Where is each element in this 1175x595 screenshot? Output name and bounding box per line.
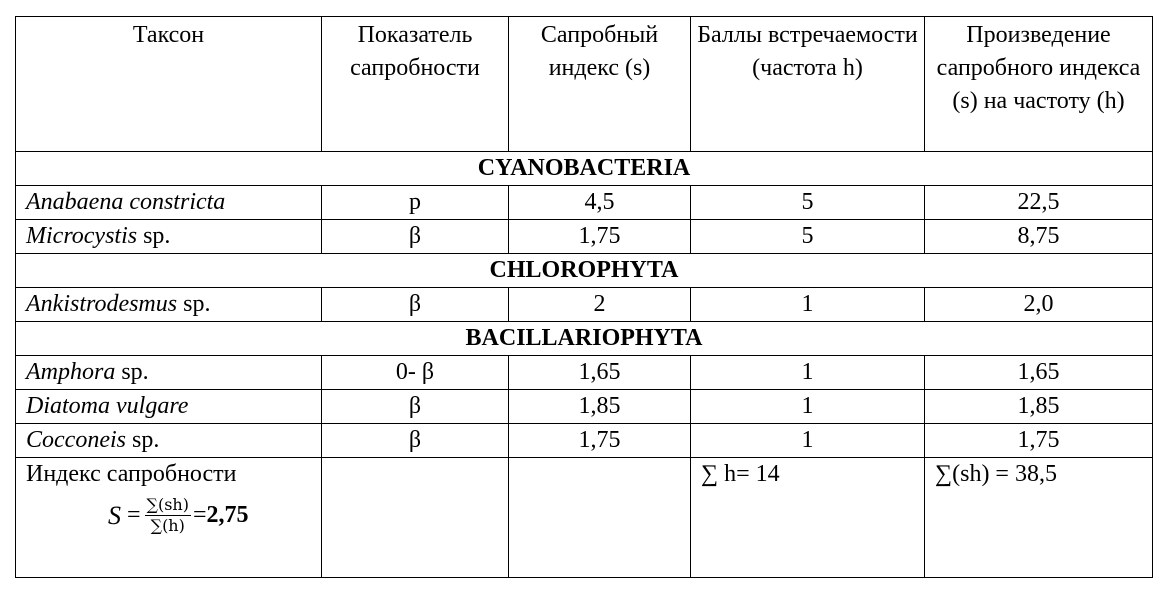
table-row: [16, 356, 1153, 390]
s-cell: 1,85: [509, 390, 691, 424]
h-cell: 1: [691, 390, 925, 424]
taxon-genus: Ankistrodesmus: [26, 291, 178, 317]
indicator-cell: 0- β: [322, 356, 509, 390]
indicator-cell: β: [322, 288, 509, 322]
group-row: [16, 152, 1153, 186]
s-cell: 1,75: [509, 424, 691, 458]
sum-sh-cell: ∑(sh) = 38,5: [925, 458, 1153, 578]
taxon-cell: [16, 390, 322, 424]
sh-cell: 1,75: [925, 424, 1153, 458]
taxon-genus: Microcystis: [26, 223, 138, 249]
footer-row: [16, 458, 1153, 578]
table-row: [16, 424, 1153, 458]
taxon-cell: [16, 220, 322, 254]
sh-cell: 22,5: [925, 186, 1153, 220]
group-bacillariophyta: BACILLARIOPHYTA: [16, 322, 1153, 356]
h-cell: 1: [691, 356, 925, 390]
header-frequency: Баллы встречаемости (частота h): [691, 17, 925, 152]
header-row: [16, 17, 1153, 152]
header-product: Произведение сапробного индекса (s) на частоту (h): [925, 17, 1153, 152]
s-cell: 1,65: [509, 356, 691, 390]
sh-cell: 2,0: [925, 288, 1153, 322]
table-row: [16, 220, 1153, 254]
taxon-genus: Diatoma vulgare: [26, 393, 189, 419]
h-cell: 5: [691, 186, 925, 220]
taxon-suffix: sp.: [125, 427, 160, 453]
header-saprobic-index: Сапробный индекс (s): [509, 17, 691, 152]
formula-fraction: [145, 495, 191, 536]
taxon-cell: [16, 186, 322, 220]
taxon-cell: [16, 288, 322, 322]
header-taxon: Таксон: [16, 17, 322, 152]
saprobity-table: [15, 16, 1153, 578]
taxon-genus: Cocconeis: [26, 427, 126, 453]
taxon-suffix: sp.: [115, 359, 149, 385]
indicator-cell: β: [322, 424, 509, 458]
indicator-cell: p: [322, 186, 509, 220]
group-cyanobacteria: CYANOBACTERIA: [16, 152, 1153, 186]
sh-cell: 8,75: [925, 220, 1153, 254]
formula-numerator: ∑(sh): [146, 495, 189, 514]
indicator-cell: β: [322, 220, 509, 254]
formula-value: 2,75: [206, 502, 249, 528]
formula-equals-result: =: [192, 502, 207, 528]
taxon-suffix: sp.: [137, 223, 171, 249]
h-cell: 1: [691, 424, 925, 458]
group-row: [16, 322, 1153, 356]
s-cell: 1,75: [509, 220, 691, 254]
taxon-cell: [16, 424, 322, 458]
formula-symbol: S: [108, 501, 121, 530]
group-chlorophyta: CHLOROPHYTA: [16, 254, 1153, 288]
s-cell: 4,5: [509, 186, 691, 220]
h-cell: 1: [691, 288, 925, 322]
empty-cell: [322, 458, 509, 578]
indicator-cell: β: [322, 390, 509, 424]
s-cell: 2: [509, 288, 691, 322]
empty-cell: [509, 458, 691, 578]
taxon-genus: Anabaena constricta: [26, 189, 226, 215]
h-cell: 5: [691, 220, 925, 254]
sh-cell: 1,65: [925, 356, 1153, 390]
taxon-genus: Amphora: [26, 359, 116, 385]
formula-denominator: ∑(h): [150, 516, 185, 535]
taxon-suffix: sp.: [177, 291, 211, 317]
header-indicator: Показатель сапробности: [322, 17, 509, 152]
group-row: [16, 254, 1153, 288]
saprobity-index-cell: [16, 458, 322, 578]
sum-h-cell: ∑ h= 14: [691, 458, 925, 578]
table-row: [16, 186, 1153, 220]
saprobity-formula: [108, 495, 315, 536]
saprobity-index-label: Индекс сапробности: [26, 461, 237, 487]
sh-cell: 1,85: [925, 390, 1153, 424]
formula-equals: =: [127, 502, 141, 528]
taxon-cell: [16, 356, 322, 390]
table-row: [16, 390, 1153, 424]
table-row: [16, 288, 1153, 322]
